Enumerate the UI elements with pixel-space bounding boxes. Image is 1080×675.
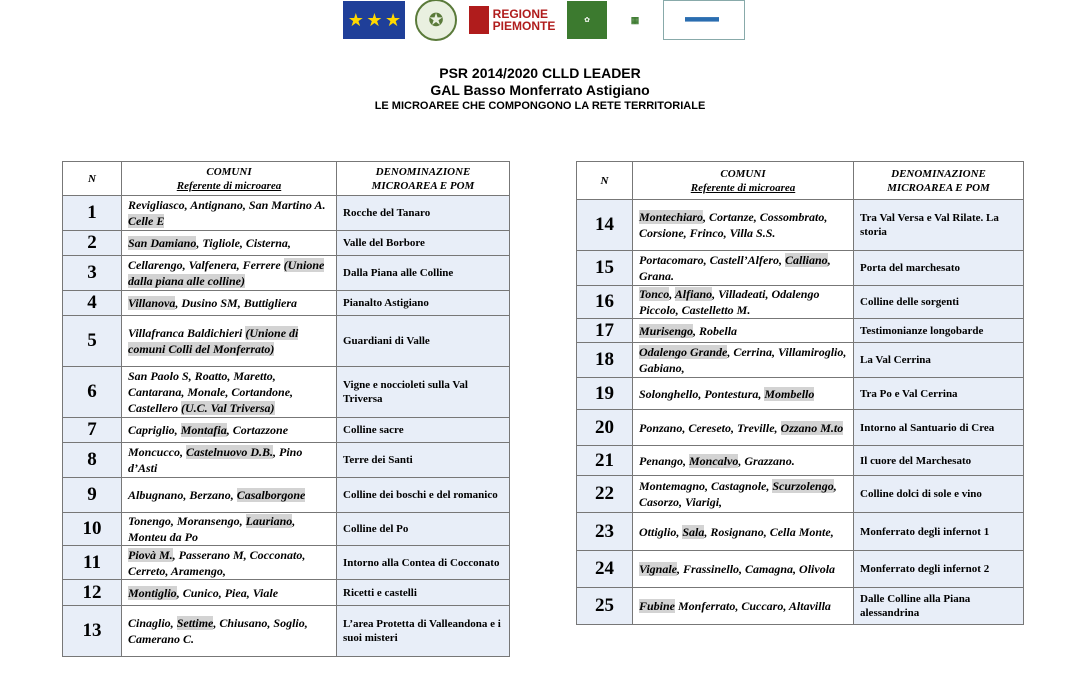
comuni-text: San Paolo S, Roatto, Maretto, Cantarana, Monale, Cortandone, Castellero <box>128 369 294 415</box>
comuni-cell <box>122 231 337 256</box>
referente-highlight: San Damiano <box>128 236 197 250</box>
table-row <box>63 256 510 291</box>
row-number: 15 <box>577 251 633 286</box>
microaree-table-right <box>576 161 1024 625</box>
table-row <box>63 418 510 443</box>
referente-highlight: (Unione di comuni Colli del Monferrato) <box>128 326 299 356</box>
row-number: 12 <box>63 580 122 606</box>
referente-highlight: Settime <box>176 616 214 630</box>
comuni-text: , Casorzo, Viarigi, <box>639 479 837 509</box>
row-number: 25 <box>577 588 633 625</box>
col-comuni-sublabel: Referente di microarea <box>176 179 282 192</box>
comuni-text: Albugnano, Berzano, <box>128 488 237 502</box>
denominazione-cell: Tra Po e Val Cerrina <box>854 378 1024 410</box>
denominazione-cell: Pianalto Astigiano <box>337 291 510 316</box>
referente-highlight: Mombello <box>764 386 815 401</box>
table-row <box>577 200 1024 251</box>
denominazione-cell: Valle del Borbore <box>337 231 510 256</box>
comuni-text: Tonengo, Moransengo, <box>128 514 246 528</box>
comuni-text: , Cortanze, Cossombrato, Corsione, Frinco, Villa S.S. <box>639 210 828 240</box>
row-number: 23 <box>577 513 633 551</box>
row-number: 18 <box>577 343 633 378</box>
comuni-text: Monferrato, Cuccaro, Altavilla <box>675 599 831 613</box>
col-comuni-label: COMUNI <box>206 165 252 178</box>
col-den-label2: MICROAREA E POM <box>371 179 475 192</box>
comuni-text: , Pino d’Asti <box>128 445 303 475</box>
row-number: 16 <box>577 286 633 319</box>
comuni-cell <box>633 551 854 588</box>
denominazione-cell: Vigne e noccioleti sulla Val Triversa <box>337 367 510 418</box>
referente-highlight: (Unione dalla piana alle colline) <box>128 258 325 288</box>
row-number: 5 <box>63 316 122 367</box>
comuni-cell <box>633 513 854 551</box>
denominazione-cell: Testimonianze longobarde <box>854 319 1024 343</box>
gal-logo <box>663 0 745 40</box>
comuni-text: Capriglio, <box>128 423 181 437</box>
comuni-cell <box>633 319 854 343</box>
gal-wave-icon <box>685 5 719 35</box>
comuni-cell <box>122 418 337 443</box>
table-body-right <box>577 200 1024 625</box>
comuni-text: , <box>669 287 675 301</box>
col-den-label1: DENOMINAZIONE <box>375 165 471 178</box>
col-den-label1: DENOMINAZIONE <box>891 167 986 180</box>
comuni-text: Solonghello, Pontestura, <box>639 386 765 401</box>
table-row <box>63 580 510 606</box>
referente-highlight: Tonco <box>639 287 670 301</box>
referente-highlight: Celle E <box>128 214 165 228</box>
piemonte-shield-icon <box>469 6 489 34</box>
comuni-text: Montemagno, Castagnole, <box>639 479 773 493</box>
piemonte-line1: REGIONE <box>492 7 548 21</box>
table-row <box>63 606 510 657</box>
table-row <box>63 367 510 418</box>
row-number: 8 <box>63 443 122 478</box>
referente-highlight: Montechiaro <box>639 210 704 224</box>
row-number: 20 <box>577 410 633 446</box>
comuni-text: , Cunico, Piea, Viale <box>176 585 279 600</box>
referente-highlight: Vignale <box>639 562 678 576</box>
row-number: 2 <box>63 231 122 256</box>
comuni-cell <box>122 256 337 291</box>
table-row <box>63 513 510 546</box>
table-row <box>577 551 1024 588</box>
comuni-cell <box>633 476 854 513</box>
table-row <box>577 446 1024 476</box>
table-row <box>577 251 1024 286</box>
col-comuni-label: COMUNI <box>720 167 766 180</box>
comuni-text: Ottiglio, <box>639 524 683 539</box>
denominazione-cell: Colline dei boschi e del romanico <box>337 478 510 513</box>
col-den-label2: MICROAREA E POM <box>887 181 990 194</box>
referente-highlight: Odalengo Grande <box>639 345 728 359</box>
logo-bar <box>343 0 745 40</box>
comuni-cell <box>122 291 337 316</box>
comuni-text: , Villadeati, Odalengo Piccolo, Castelletto M. <box>639 287 820 317</box>
comuni-text: Moncucco, <box>128 445 186 459</box>
comuni-text: , Tigliole, Cisterna, <box>196 236 291 250</box>
row-number: 22 <box>577 476 633 513</box>
table-row <box>63 443 510 478</box>
row-number: 21 <box>577 446 633 476</box>
comuni-cell <box>122 546 337 580</box>
referente-highlight: Alfiano <box>674 287 713 301</box>
denominazione-cell: Il cuore del Marchesato <box>854 446 1024 476</box>
comuni-cell <box>122 513 337 546</box>
leader-logo: ✿ <box>567 1 607 39</box>
comuni-text: , Frassinello, Camagna, Olivola <box>677 562 836 576</box>
comuni-text: Villafranca Baldichieri <box>128 326 246 340</box>
denominazione-cell: La Val Cerrina <box>854 343 1024 378</box>
referente-highlight: Montafia <box>180 423 227 437</box>
table-row <box>63 316 510 367</box>
referente-highlight: Montiglio <box>128 585 177 600</box>
comuni-text: , Grana. <box>639 253 831 283</box>
table-row <box>63 478 510 513</box>
row-number: 10 <box>63 513 122 546</box>
table-header-row <box>577 162 1024 200</box>
piemonte-line2: PIEMONTE <box>492 19 556 33</box>
comuni-text: , Robella <box>693 323 738 338</box>
col-comuni-header <box>122 162 337 196</box>
referente-highlight: Fubine <box>639 599 676 613</box>
referente-highlight: (U.C. Val Triversa) <box>181 401 275 415</box>
comuni-cell <box>122 478 337 513</box>
col-denominazione-header <box>337 162 510 196</box>
referente-highlight: Scurzolengo <box>772 479 834 493</box>
table-row <box>577 319 1024 343</box>
referente-highlight: Casalborgone <box>236 488 306 502</box>
row-number: 17 <box>577 319 633 343</box>
comuni-text: , Rosignano, Cella Monte, <box>704 524 834 539</box>
comuni-text: , Cortazzone <box>226 423 289 437</box>
italy-emblem-icon: ✪ <box>415 0 457 41</box>
denominazione-cell: Guardiani di Valle <box>337 316 510 367</box>
table-row <box>63 291 510 316</box>
comuni-text: , Chiusano, Soglio, Camerano C. <box>128 616 308 646</box>
comuni-cell <box>122 367 337 418</box>
row-number: 9 <box>63 478 122 513</box>
comuni-text: Ponzano, Cereseto, Treville, <box>639 420 781 435</box>
comuni-text: Penango, <box>639 453 690 468</box>
heading-line2: GAL Basso Monferrato Astigiano <box>430 82 650 98</box>
table-row <box>577 513 1024 551</box>
referente-highlight: Lauriano <box>245 514 293 528</box>
table-row <box>577 476 1024 513</box>
comuni-cell <box>122 606 337 657</box>
referente-highlight: Calliano <box>785 253 828 267</box>
table-row <box>63 231 510 256</box>
comuni-cell <box>633 251 854 286</box>
comuni-cell <box>633 410 854 446</box>
heading-line3: LE MICROAREE CHE COMPONGONO LA RETE TERRITORIALE <box>374 100 706 112</box>
denominazione-cell: Monferrato degli infernot 1 <box>854 513 1024 551</box>
comuni-cell <box>633 200 854 251</box>
denominazione-cell: Porta del marchesato <box>854 251 1024 286</box>
comuni-cell <box>633 343 854 378</box>
comuni-cell <box>122 196 337 231</box>
col-denominazione-header <box>854 162 1024 200</box>
table-row <box>63 546 510 580</box>
comuni-cell <box>633 588 854 625</box>
comuni-cell <box>633 286 854 319</box>
row-number: 24 <box>577 551 633 588</box>
regione-piemonte-logo <box>467 1 557 39</box>
denominazione-cell: Colline delle sorgenti <box>854 286 1024 319</box>
comuni-text: , Dusino SM, Buttigliera <box>175 296 298 310</box>
denominazione-cell: Tra Val Versa e Val Rilate. La storia <box>854 200 1024 251</box>
comuni-cell <box>633 378 854 410</box>
col-comuni-sublabel: Referente di microarea <box>690 181 796 194</box>
denominazione-cell: Dalla Piana alle Colline <box>337 256 510 291</box>
table-row <box>577 588 1024 625</box>
comuni-text: , Passerano M, Cocconato, Cerreto, Aramengo, <box>128 547 306 578</box>
row-number: 14 <box>577 200 633 251</box>
denominazione-cell: Dalle Colline alla Piana alessandrina <box>854 588 1024 625</box>
comuni-cell <box>122 443 337 478</box>
row-number: 4 <box>63 291 122 316</box>
document-heading <box>0 64 1080 113</box>
table-row <box>577 343 1024 378</box>
denominazione-cell: L’area Protetta di Valleandona e i suoi misteri <box>337 606 510 657</box>
referente-highlight: Murisengo <box>639 323 694 338</box>
heading-line1: PSR 2014/2020 CLLD LEADER <box>439 65 641 81</box>
referente-highlight: Villanova <box>128 296 176 310</box>
comuni-cell <box>122 316 337 367</box>
denominazione-cell: Colline del Po <box>337 513 510 546</box>
table-row <box>577 286 1024 319</box>
denominazione-cell: Ricetti e castelli <box>337 580 510 606</box>
table-header-row <box>63 162 510 196</box>
referente-highlight: Sala <box>682 524 705 539</box>
comuni-cell <box>633 446 854 476</box>
table-row <box>577 410 1024 446</box>
comuni-text: Cinaglio, <box>128 616 177 630</box>
row-number: 11 <box>63 546 122 580</box>
table-row <box>577 378 1024 410</box>
denominazione-cell: Rocche del Tanaro <box>337 196 510 231</box>
table-body-left <box>63 196 510 657</box>
comuni-text: , Cerrina, Villamiroglio, Gabiano, <box>639 345 847 375</box>
denominazione-cell: Intorno alla Contea di Cocconato <box>337 546 510 580</box>
denominazione-cell: Terre dei Santi <box>337 443 510 478</box>
comuni-text: , Grazzano. <box>738 453 795 468</box>
referente-highlight: Castelnuovo D.B. <box>186 445 274 459</box>
row-number: 19 <box>577 378 633 410</box>
col-n-header: N <box>577 162 633 200</box>
referente-highlight: Moncalvo <box>689 453 739 468</box>
comuni-text: Portacomaro, Castell’Alfero, <box>639 253 785 267</box>
row-number: 13 <box>63 606 122 657</box>
comuni-text: Revigliasco, Antignano, San Martino A. <box>128 198 326 212</box>
row-number: 1 <box>63 196 122 231</box>
microaree-table-left <box>62 161 510 657</box>
comuni-text: Cellarengo, Valfenera, Ferrere <box>128 258 284 272</box>
comuni-text: , Monteu da Po <box>128 514 296 544</box>
row-number: 7 <box>63 418 122 443</box>
denominazione-cell: Colline sacre <box>337 418 510 443</box>
col-n-header: N <box>63 162 122 196</box>
row-number: 3 <box>63 256 122 291</box>
psr-logo: ▦ <box>630 14 640 25</box>
eu-flag-icon: ★ ★ ★ <box>343 1 405 39</box>
referente-highlight: Ozzano M.to <box>780 420 844 435</box>
col-comuni-header <box>633 162 854 200</box>
comuni-cell <box>122 580 337 606</box>
referente-highlight: Piovà M. <box>128 547 173 562</box>
table-row <box>63 196 510 231</box>
row-number: 6 <box>63 367 122 418</box>
denominazione-cell: Colline dolci di sole e vino <box>854 476 1024 513</box>
denominazione-cell: Monferrato degli infernot 2 <box>854 551 1024 588</box>
denominazione-cell: Intorno al Santuario di Crea <box>854 410 1024 446</box>
